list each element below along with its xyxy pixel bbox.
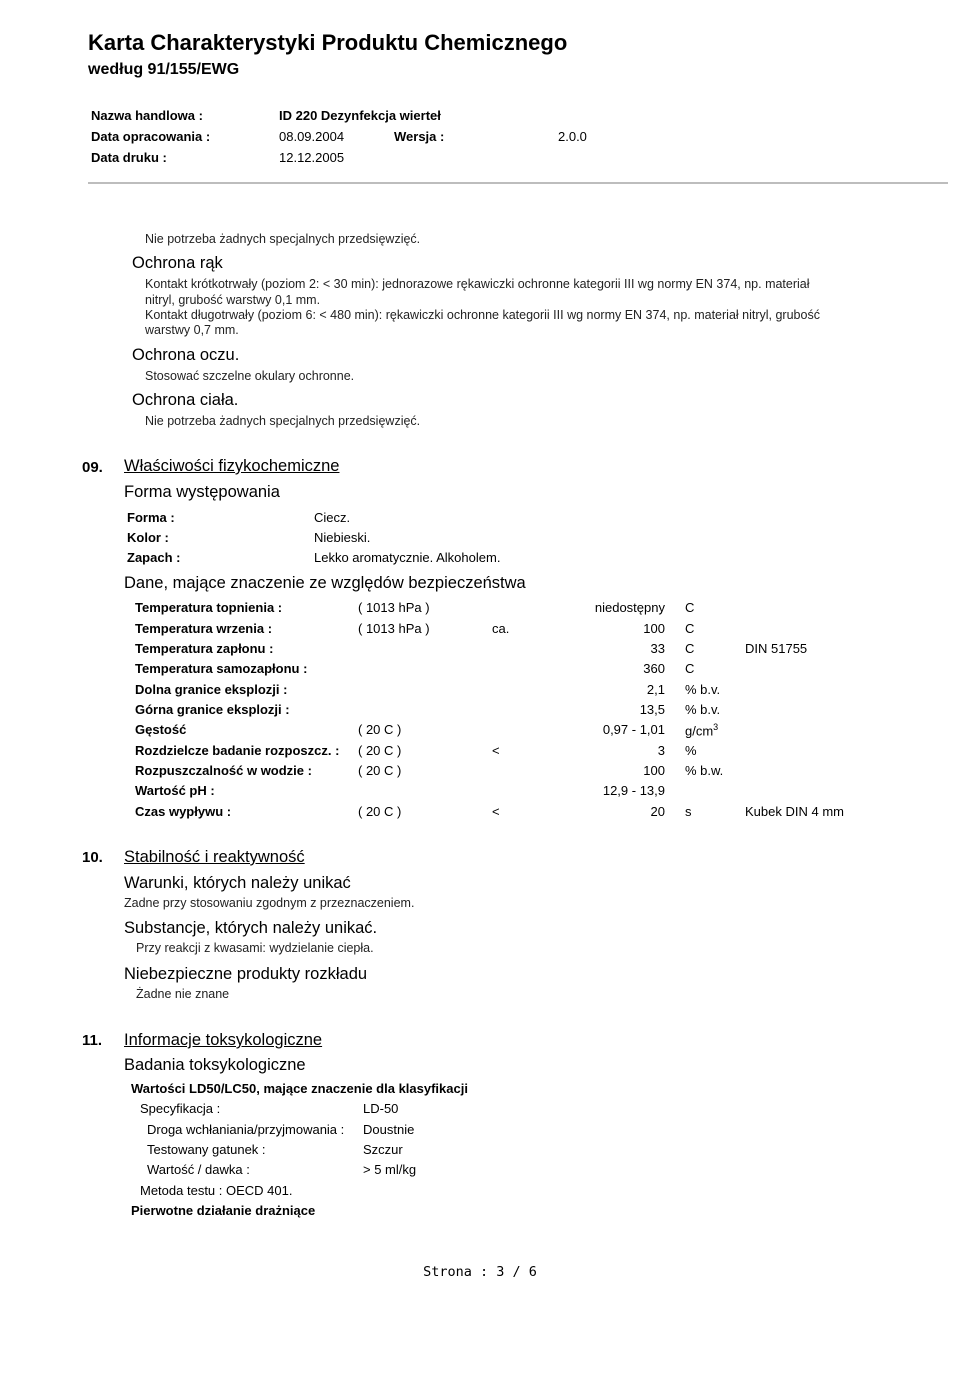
route-value: Doustnie bbox=[363, 1122, 415, 1137]
property-label: Wartość pH : bbox=[135, 783, 215, 798]
property-qualifier: < bbox=[492, 804, 500, 819]
print-date-label: Data druku : bbox=[91, 150, 167, 165]
property-value: 0,97 - 1,01 bbox=[602, 722, 665, 737]
prep-date: 08.09.2004 bbox=[279, 129, 345, 144]
property-unit: C bbox=[685, 661, 695, 676]
section-11-title: Informacje toksykologiczne bbox=[124, 1031, 323, 1049]
decomposition-text: Żadne nie znane bbox=[136, 987, 230, 1001]
body-text: Nie potrzeba żadnych specjalnych przedsięwzięć. bbox=[145, 414, 421, 428]
property-value: niedostępny bbox=[594, 600, 665, 615]
property-unit bbox=[685, 722, 718, 738]
substances-text: Przy reakcji z kwasami: wydzielanie ciepła. bbox=[136, 941, 374, 955]
version: 2.0.0 bbox=[558, 129, 587, 144]
section-09-number: 09. bbox=[82, 459, 103, 476]
form-heading: Forma występowania bbox=[124, 483, 280, 501]
property-condition: ( 20 C ) bbox=[358, 763, 402, 778]
property-label: Rozdzielcze badanie rozposzcz. : bbox=[135, 743, 340, 758]
property-value: 2,1 bbox=[646, 682, 665, 697]
hands-text-line3: Kontakt długotrwały (poziom 6: < 480 min): rękawiczki ochronne kategorii III wg normy EN 374, np. materiał nitryl, grubość bbox=[145, 308, 820, 322]
property-value: 12,9 - 13,9 bbox=[602, 783, 665, 798]
prep-date-label: Data opracowania : bbox=[91, 129, 211, 144]
protection-intro: Nie potrzeba żadnych specjalnych przedsięwzięć. bbox=[145, 232, 421, 246]
property-unit-text: g/cm bbox=[685, 723, 714, 739]
irritation-heading: Pierwotne działanie drażniące bbox=[131, 1203, 316, 1218]
tox-heading: Badania toksykologiczne bbox=[124, 1056, 306, 1074]
property-label: Dolna granice eksplozji : bbox=[135, 682, 288, 697]
property-qualifier: < bbox=[492, 743, 500, 758]
hands-heading: Ochrona rąk bbox=[132, 254, 223, 272]
property-label: Rozpuszczalność w wodzie : bbox=[135, 763, 312, 778]
property-value: 100 bbox=[643, 763, 665, 778]
hands-text-line1: Kontakt krótkotrwały (poziom 2: < 30 min): jednorazowe rękawiczki ochronne kategorii III wg normy EN 374, np. materiał bbox=[145, 277, 810, 291]
hands-text-line4: warstwy 0,7 mm. bbox=[145, 323, 239, 337]
property-value: 20 bbox=[650, 804, 665, 819]
property-label: Temperatura topnienia : bbox=[135, 600, 283, 615]
property-condition: ( 1013 hPa ) bbox=[358, 600, 430, 615]
version-label: Wersja : bbox=[394, 129, 445, 144]
section-09-title: Właściwości fizykochemiczne bbox=[124, 457, 340, 475]
property-condition: ( 1013 hPa ) bbox=[358, 621, 430, 636]
page-number: Strona : 3 / 6 bbox=[423, 1264, 537, 1280]
property-unit: C bbox=[685, 600, 695, 615]
odor-label: Zapach : bbox=[127, 550, 181, 565]
document-subtitle: według 91/155/EWG bbox=[88, 61, 240, 78]
property-label: Temperatura samozapłonu : bbox=[135, 661, 308, 676]
odor-value: Lekko aromatycznie. Alkoholem. bbox=[314, 550, 501, 565]
property-value: 13,5 bbox=[639, 702, 665, 717]
decomposition-heading: Niebezpieczne produkty rozkładu bbox=[124, 965, 368, 983]
body-heading: Ochrona ciała. bbox=[132, 391, 239, 409]
route-label: Droga wchłaniania/przyjmowania : bbox=[147, 1122, 345, 1137]
conditions-text: Zadne przy stosowaniu zgodnym z przeznaczeniem. bbox=[124, 896, 415, 910]
form-label: Forma : bbox=[127, 510, 175, 525]
section-11-number: 11. bbox=[82, 1032, 103, 1049]
property-value: 3 bbox=[657, 743, 665, 758]
property-unit: s bbox=[685, 804, 692, 819]
spec-label: Specyfikacja : bbox=[140, 1101, 221, 1116]
property-unit: C bbox=[685, 641, 695, 656]
property-unit: C bbox=[685, 621, 695, 636]
species-label: Testowany gatunek : bbox=[147, 1142, 266, 1157]
spec-value: LD-50 bbox=[363, 1101, 399, 1116]
trade-name-label: Nazwa handlowa : bbox=[91, 108, 203, 123]
property-label: Czas wypływu : bbox=[135, 804, 232, 819]
property-qualifier: ca. bbox=[492, 621, 510, 636]
property-unit-superscript: 3 bbox=[713, 722, 719, 732]
trade-name: ID 220 Dezynfekcja wierteł bbox=[279, 108, 441, 123]
header-divider bbox=[88, 182, 948, 184]
conditions-heading: Warunki, których należy unikać bbox=[124, 874, 351, 892]
section-10-number: 10. bbox=[82, 849, 103, 866]
ld50-subheading: Wartości LD50/LC50, mające znaczenie dla klasyfikacji bbox=[131, 1081, 468, 1096]
property-label: Temperatura wrzenia : bbox=[135, 621, 273, 636]
test-method: Metoda testu : OECD 401. bbox=[140, 1183, 293, 1198]
dose-value: > 5 ml/kg bbox=[363, 1162, 417, 1177]
property-label: Temperatura zapłonu : bbox=[135, 641, 274, 656]
form-value: Ciecz. bbox=[314, 510, 351, 525]
property-condition: ( 20 C ) bbox=[358, 743, 402, 758]
eyes-heading: Ochrona oczu. bbox=[132, 346, 240, 364]
property-value: 100 bbox=[643, 621, 665, 636]
section-10-title: Stabilność i reaktywność bbox=[124, 848, 305, 866]
substances-heading: Substancje, których należy unikać. bbox=[124, 919, 378, 937]
property-method: Kubek DIN 4 mm bbox=[745, 804, 844, 819]
property-method: DIN 51755 bbox=[745, 641, 808, 656]
property-unit: % b.v. bbox=[685, 702, 721, 717]
property-label: Gęstość bbox=[135, 722, 187, 737]
property-condition: ( 20 C ) bbox=[358, 804, 402, 819]
color-label: Kolor : bbox=[127, 530, 169, 545]
hands-text-line2: nitryl, grubość warstwy 0,1 mm. bbox=[145, 293, 321, 307]
property-label: Górna granice eksplozji : bbox=[135, 702, 290, 717]
print-date: 12.12.2005 bbox=[279, 150, 345, 165]
safety-data-heading: Dane, mające znaczenie ze względów bezpieczeństwa bbox=[124, 574, 526, 592]
property-unit: % bbox=[685, 743, 697, 758]
color-value: Niebieski. bbox=[314, 530, 371, 545]
eyes-text: Stosować szczelne okulary ochronne. bbox=[145, 369, 355, 383]
property-value: 360 bbox=[643, 661, 665, 676]
species-value: Szczur bbox=[363, 1142, 403, 1157]
property-unit: % b.v. bbox=[685, 682, 721, 697]
property-unit: % b.w. bbox=[685, 763, 724, 778]
document-title: Karta Charakterystyki Produktu Chemicznego bbox=[88, 30, 568, 55]
dose-label: Wartość / dawka : bbox=[147, 1162, 250, 1177]
property-value: 33 bbox=[650, 641, 665, 656]
property-condition: ( 20 C ) bbox=[358, 722, 402, 737]
